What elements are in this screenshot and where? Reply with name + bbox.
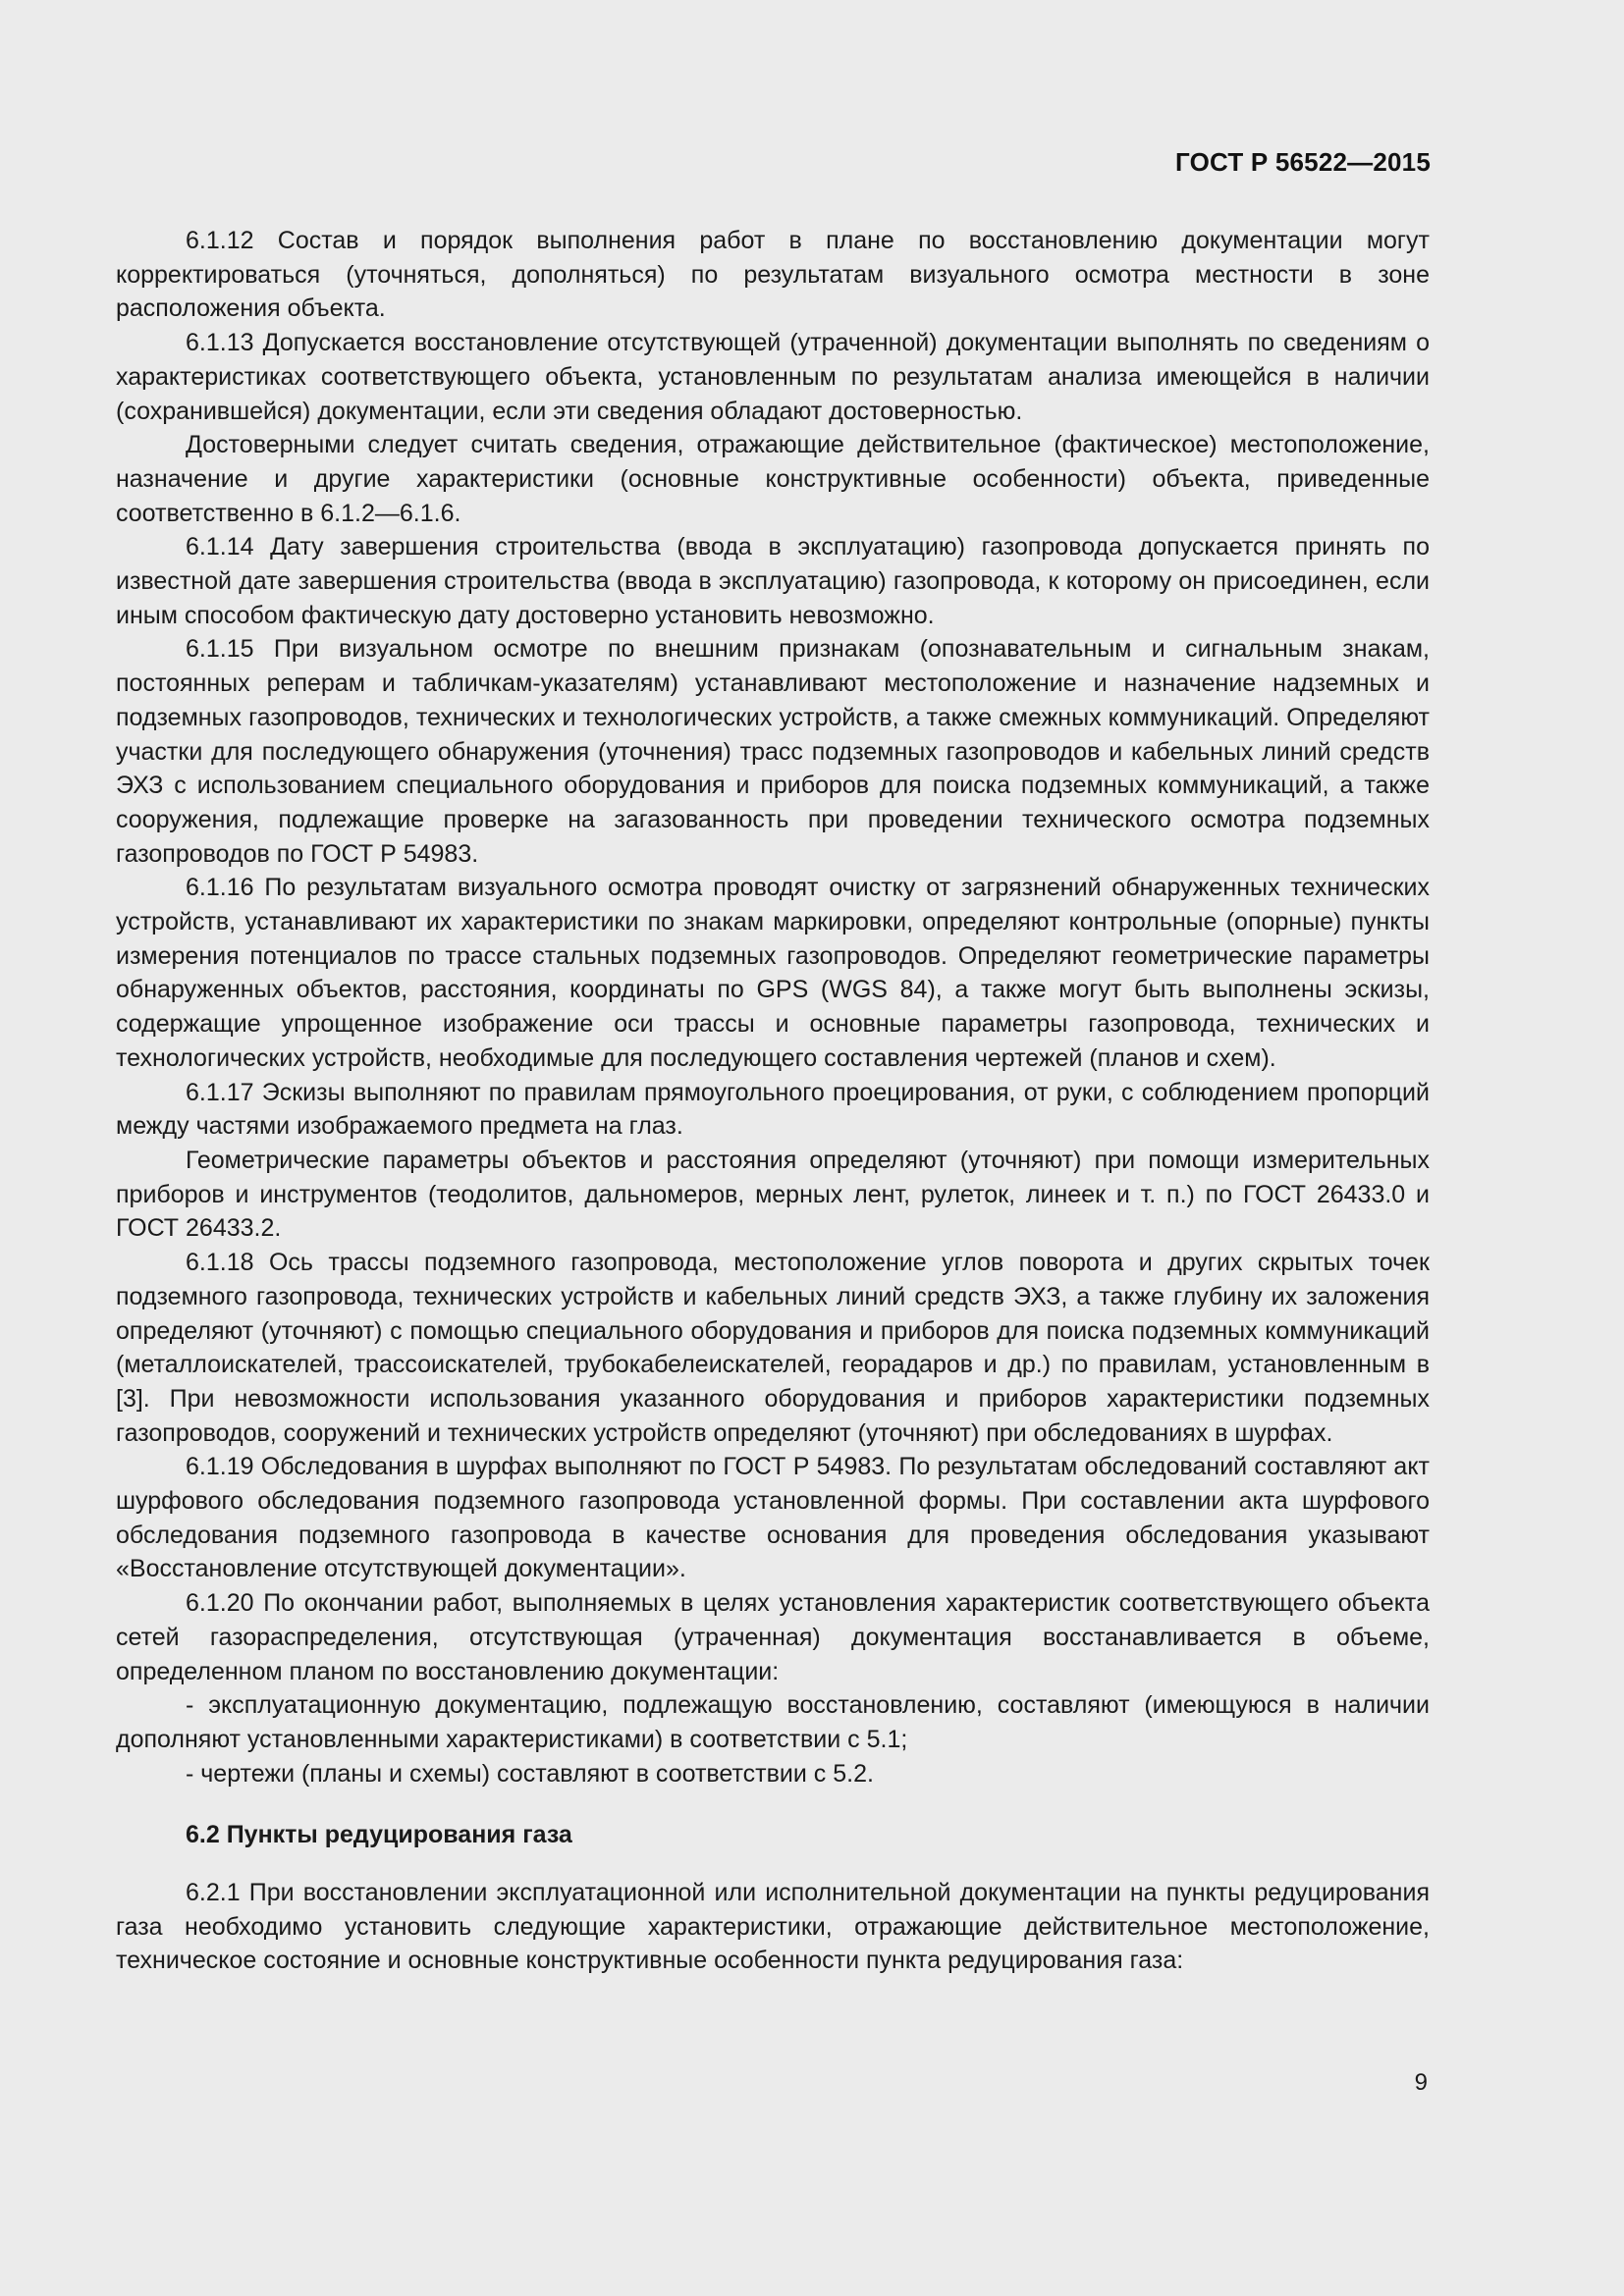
list-item-drawings: - чертежи (планы и схемы) составляют в соответствии с 5.2. bbox=[186, 1759, 874, 1788]
paragraph-6-1-17: 6.1.17 Эскизы выполняют по правилам прямоугольного проецирования, от руки, с соблюдением пропорций между частями изображаемого предмета на глаз. bbox=[116, 1078, 1430, 1141]
document-body bbox=[116, 224, 1430, 1978]
paragraph-6-2-1: 6.2.1 При восстановлении эксплуатационной или исполнительной документации на пункты редуцирования газа необходимо установить следующие характеристики, отражающие действительное местоположение, техническое состояние и основные конструктивные особенности пункта редуцирования газа: bbox=[116, 1879, 1430, 1975]
paragraph-6-1-18: 6.1.18 Ось трассы подземного газопровода, местоположение углов поворота и других скрытых точек подземного газопровода, технических устройств и кабельных линий средств ЭХЗ, а также глубину их заложения определяют (уточняют) с помощью специального оборудования и приборов для поиска подземных коммуникаций (металлоискателей, трассоискателей, трубокабелеискателей, георадаров и др.) по правилам, установленным в [3]. При невозможности использования указанного оборудования и приборов характеристики подземных газопроводов, сооружений и технических устройств определяют (уточняют) при обследованиях в шурфах. bbox=[116, 1249, 1430, 1447]
paragraph-6-1-15: 6.1.15 При визуальном осмотре по внешним признакам (опознавательным и сигнальным знакам, постоянных реперам и табличкам-указателям) устанавливают местоположение и назначение надземных и подземных газопроводов, технических и технологических устройств, а также смежных коммуникаций. Определяют участки для последующего обнаружения (уточнения) трасс подземных газопроводов и кабельных линий средств ЭХЗ с использованием специального оборудования и приборов для поиска подземных коммуникаций, а также сооружения, подлежащие проверке на загазованность при проведении технического осмотра подземных газопроводов по ГОСТ Р 54983. bbox=[116, 635, 1430, 868]
section-heading-6-2: 6.2 Пункты редуцирования газа bbox=[186, 1821, 572, 1849]
paragraph-6-1-14: 6.1.14 Дату завершения строительства (ввода в эксплуатацию) газопровода допускается принять по известной дате завершения строительства (ввода в эксплуатацию) газопровода, к которому он присоединен, если иным способом фактическую дату достоверно установить невозможно. bbox=[116, 533, 1430, 629]
paragraph-6-1-13: 6.1.13 Допускается восстановление отсутствующей (утраченной) документации выполнять по сведениям о характеристиках соответствующего объекта, установленным по результатам анализа имеющейся в наличии (сохранившейся) документации, если эти сведения обладают достоверностью. bbox=[116, 329, 1430, 425]
paragraph-6-1-20: 6.1.20 По окончании работ, выполняемых в целях установления характеристик соответствующего объекта сетей газораспределения, отсутствующая (утраченная) документация восстанавливается в объеме, определенном планом по восстановлению документации: bbox=[116, 1589, 1430, 1685]
paragraph-6-1-16: 6.1.16 По результатам визуального осмотра проводят очистку от загрязнений обнаруженных технических устройств, устанавливают их характеристики по знакам маркировки, определяют контрольные (опорные) пункты измерения потенциалов по трассе стальных подземных газопроводов. Определяют геометрические параметры обнаруженных объектов, расстояния, координаты по GPS (WGS 84), а также могут быть выполнены эскизы, содержащие упрощенное изображение оси трассы и основные параметры газопровода, технических и технологических устройств, необходимые для последующего составления чертежей (планов и схем). bbox=[116, 874, 1430, 1072]
paragraph-geometric-params: Геометрические параметры объектов и расстояния определяют (уточняют) при помощи измерительных приборов и инструментов (теодолитов, дальномеров, мерных лент, рулеток, линеек и т. п.) по ГОСТ 26433.0 и ГОСТ 26433.2. bbox=[116, 1146, 1430, 1243]
paragraph-6-1-12: 6.1.12 Состав и порядок выполнения работ в плане по восстановлению документации могут корректироваться (уточняться, дополняться) по результатам визуального осмотра местности в зоне расположения объекта. bbox=[116, 227, 1430, 323]
document-code-header: ГОСТ Р 56522—2015 bbox=[1175, 147, 1431, 177]
page-number: 9 bbox=[1414, 2069, 1428, 2096]
paragraph-reliable-info: Достоверными следует считать сведения, отражающие действительное (фактическое) местоположение, назначение и другие характеристики (основные конструктивные особенности) объекта, приведенные соответственно в 6.1.2—6.1.6. bbox=[116, 431, 1430, 527]
paragraph-6-1-19: 6.1.19 Обследования в шурфах выполняют по ГОСТ Р 54983. По результатам обследований составляют акт шурфового обследования подземного газопровода установленной формы. При составлении акта шурфового обследования подземного газопровода в качестве основания для проведения обследования указывают «Восстановление отсутствующей документации». bbox=[116, 1453, 1430, 1583]
list-item-operational-docs: - эксплуатационную документацию, подлежащую восстановлению, составляют (имеющуюся в наличии дополняют установленными характеристиками) в соответствии с 5.1; bbox=[116, 1691, 1430, 1753]
